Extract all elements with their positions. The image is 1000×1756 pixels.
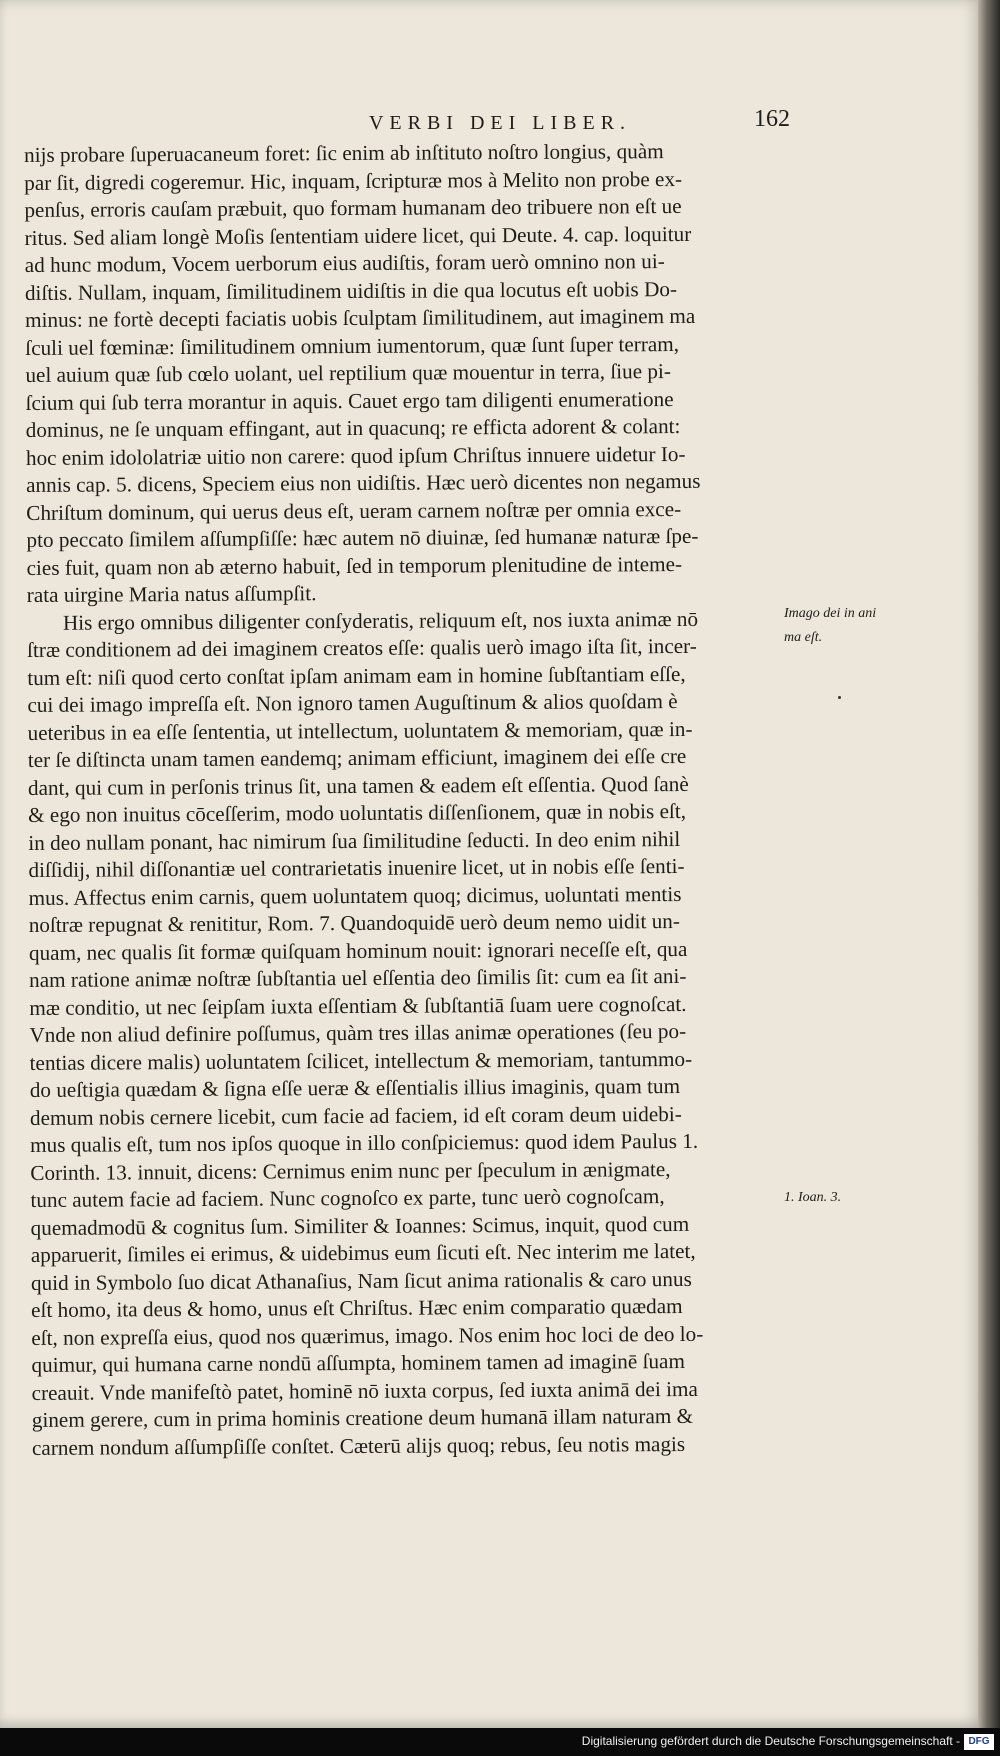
margin-note-imago-line2: ma eſt. xyxy=(784,630,823,645)
text-line: & ego non inuitus cōceſſerim, modo uoluntatis diſſenſionem, quæ in nobis eſt, xyxy=(28,798,687,827)
text-line: tunc autem facie ad faciem. Nunc cognoſco ex parte, tunc uerò cognoſcam, xyxy=(30,1184,665,1212)
text-line: creauit. Vnde manifeſtò patet, hominē nō iuxta corpus, ſed iuxta animā dei ima xyxy=(31,1376,698,1405)
text-line: par ſit, digredi cogeremur. Hic, inquam, ſcripturæ mos à Melito non probe ex- xyxy=(24,166,683,195)
text-line: tum eſt: niſi quod certo conſtat ipſam animam eam in homine ſubſtantiam eſſe, xyxy=(27,661,686,690)
footer-credit: Digitalisierung gefördert durch die Deutsche Forschungsgemeinschaft - xyxy=(581,1734,960,1748)
text-line: quemadmodū & cognitus ſum. Similiter & Ioannes: Scimus, inquit, quod cum xyxy=(30,1211,690,1240)
text-line: nam ratione animæ noſtræ ſubſtantia uel eſſentia deo ſimilis ſit: cum ea ſit ani- xyxy=(29,963,687,992)
text-line: ſtræ conditionem ad dei imaginem creatos eſſe: qualis uerò imago iſta ſit, incer- xyxy=(27,633,697,662)
text-line: quid in Symbolo ſuo dicat Athanaſius, Nam ſicut anima rationalis & caro unus xyxy=(30,1266,692,1295)
text-line: mus. Affectus enim carnis, quem uoluntatem quoq; dicimus, uoluntati mentis xyxy=(28,881,682,910)
text-line: quam, nec qualis ſit formæ quiſquam hominum nouit: ignorari neceſſe eſt, qua xyxy=(28,936,688,965)
text-line: ueteribus in ea eſſe ſententia, ut intellectum, uoluntatem & memoriam, quæ in- xyxy=(27,716,693,745)
text-line: pto peccato ſimilem aſſumpſiſſe: hæc autem nō diuinæ, ſed humanæ naturæ ſpe- xyxy=(26,523,699,552)
text-line: diſſidij, nihil diſſonantiæ uel contrarietatis inuenire licet, ut in nobis eſſe ſenti- xyxy=(28,853,685,882)
text-line: dant, qui cum in perſonis trinus ſit, una tamen & eadem eſt eſſentia. Quod ſanè xyxy=(27,771,689,800)
text-line: ritus. Sed aliam longè Moſis ſententiam uidere licet, qui Deute. 4. cap. loquitur xyxy=(24,221,692,250)
text-line: ſculi uel fœminæ: ſimilitudinem omnium iumentorum, quæ ſunt ſuper terram, xyxy=(25,331,680,360)
text-line: cui dei imago impreſſa eſt. Non ignoro tamen Auguſtinum & alios quoſdam è xyxy=(27,689,678,717)
footer-bar xyxy=(0,1728,1000,1756)
text-line: quimur, qui humana carne nondū aſſumpta, hominem tamen ad imaginē ſuam xyxy=(31,1348,685,1377)
margin-note-imago-line1: Imago dei in ani xyxy=(784,606,877,621)
text-line: apparuerit, ſimiles ei erimus, & uidebimus eum ſicuti eſt. Nec interim me latet, xyxy=(30,1238,696,1267)
body-text xyxy=(24,137,792,1462)
text-line: ginem gerere, cum in prima hominis creatione deum humanā illam naturam & xyxy=(31,1403,694,1432)
text-line: do ueſtigia quædam & ſigna eſſe ueræ & eſſentialis illius imaginis, quam tum xyxy=(29,1074,681,1102)
text-line: nijs probare ſuperuacaneum foret: ſic enim ab inſtituto noſtro longius, quàm xyxy=(24,139,664,167)
text-line: ſcium qui ſub terra morantur in aquis. Cauet ergo tam diligenti enumeratione xyxy=(25,386,674,415)
text-line: in deo nullam ponant, hac nimirum ſua ſimilitudine ſeducti. In deo enim nihil xyxy=(28,826,681,855)
text-line: carnem nondum aſſumpſiſſe conſtet. Cæterū alijs quoq; rebus, ſeu notis magis xyxy=(31,1431,686,1460)
text-line: Chriſtum dominum, qui uerus deus eſt, ueram carnem noſtræ per omnia exce- xyxy=(26,496,682,525)
margin-note-imago xyxy=(784,602,894,650)
text-line: ter ſe diſtincta unam tamen eandemq; animam efficiunt, imaginem dei eſſe cre xyxy=(27,743,687,772)
text-line: hoc enim idololatriæ uitio non carere: quod ipſum Chriſtus innuere uidetur Io- xyxy=(25,441,686,470)
page-number: 162 xyxy=(754,106,790,132)
text-line: diſtis. Nullam, inquam, ſimilitudinem uidiſtis in die qua locutus eſt uobis Do- xyxy=(24,276,678,305)
text-line: minus: ne fortè decepti faciatis uobis ſculptam ſimilitudinem, aut imaginem ma xyxy=(25,303,696,332)
text-line: Corinth. 13. innuit, dicens: Cernimus enim nunc per ſpeculum in ænigmate, xyxy=(30,1156,671,1185)
text-line: ad hunc modum, Vocem uerborum eius audiſtis, foram uerò omnino non ui- xyxy=(24,249,665,277)
text-line: cies fuit, quam non ab æterno habuit, ſed in temporum plenitudine de inteme- xyxy=(26,551,683,580)
dfg-logo: DFG xyxy=(964,1734,994,1750)
text-line: His ergo omnibus diligenter conſyderatis, reliquum eſt, nos iuxta animæ nō xyxy=(62,606,699,635)
text-line: annis cap. 5. dicens, Speciem eius non uidiſtis. Hæc uerò dicentes non negamus xyxy=(26,468,701,497)
text-line: eſt homo, ita deus & homo, unus eſt Chriſtus. Hæc enim comparatio quædam xyxy=(31,1293,683,1322)
text-line: demum nobis cernere licebit, cum facie ad faciem, id eſt coram deum uidebi- xyxy=(29,1101,682,1130)
text-line: eſt, non expreſſa eius, quod nos quærimus, imago. Nos enim hoc loci de deo lo- xyxy=(31,1321,704,1350)
text-line: rata uirgine Maria natus aſſumpſit. xyxy=(26,581,317,607)
text-line: tentias dicere malis) uoluntatem ſcilicet, intellectum & memoriam, tantummo- xyxy=(29,1046,693,1075)
page-edge xyxy=(978,0,1000,1728)
text-line: Vnde non aliud definire poſſumus, quàm tres illas animæ operationes (ſeu po- xyxy=(29,1018,687,1047)
ink-spot xyxy=(838,696,841,699)
running-head: VERBI DEI LIBER. xyxy=(368,112,632,134)
margin-note-ioann: 1. Ioan. 3. xyxy=(784,1190,842,1205)
text-line: mæ conditio, ut nec ſeipſam iuxta eſſentiam & ſubſtantiā ſuam uere cognoſcat. xyxy=(29,991,687,1020)
text-line: dominus, ne ſe unquam effingant, aut in quacunq; re efficta adorent & colant: xyxy=(25,413,681,442)
text-line: noſtræ repugnat & renititur, Rom. 7. Quandoquidē uerò deum nemo uidit un- xyxy=(28,909,681,937)
text-line: mus qualis eſt, tum nos ipſos quoque in illo conſpiciemus: quod idem Paulus 1. xyxy=(30,1128,699,1157)
text-line: penſus, erroris cauſam præbuit, quo formam humanam deo tribuere non eſt ue xyxy=(24,193,682,222)
text-line: uel auium quæ ſub cœlo uolant, uel reptilium quæ mouentur in terra, ſiue pi- xyxy=(25,359,672,387)
